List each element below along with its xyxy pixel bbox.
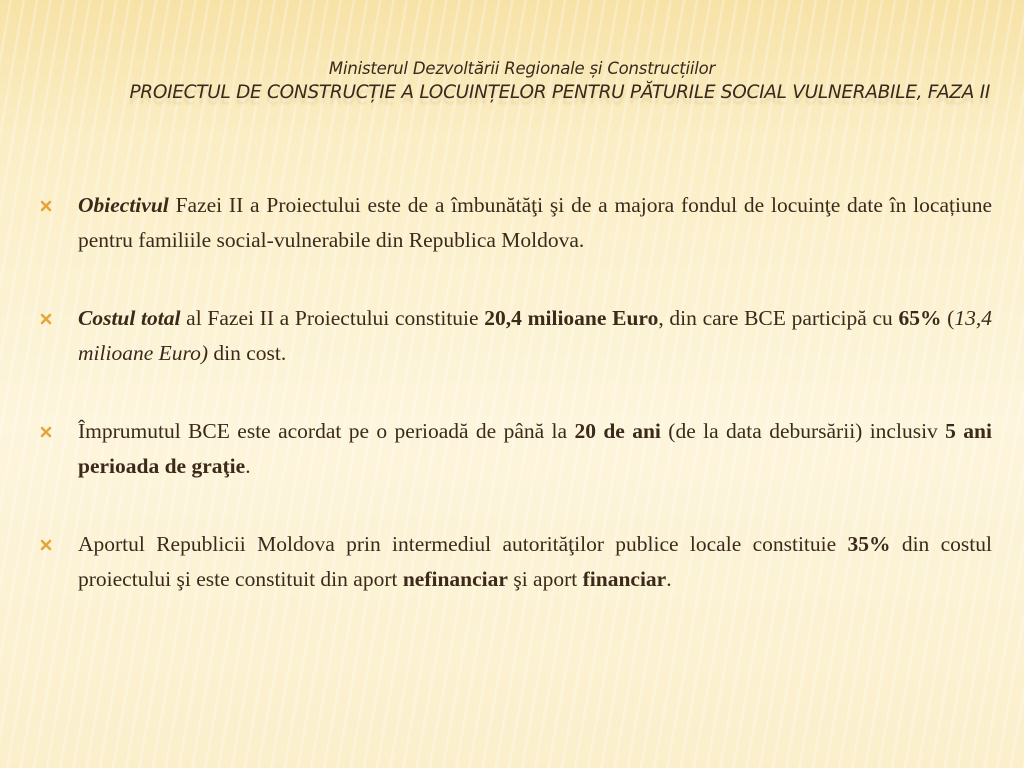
bullet-text: din cost. (207, 340, 287, 365)
bullet-objective (40, 188, 992, 257)
bullet-text: Fazei II a Proiectului este de a îmbunătăţi şi de a majora fondul de locuinţe date în locațiune pentru familiile social-vulnerabile din Republica Moldova. (78, 193, 992, 252)
bullet-loan-term (40, 414, 992, 483)
bullet-text: . (245, 453, 251, 478)
slide-title: PROIECTUL DE CONSTRUCȚIE A LOCUINȚELOR PENTRU PĂTURILE SOCIAL VULNERABILE, FAZA II (129, 82, 990, 103)
bullet-text: al Fazei II a Proiectului constituie (180, 306, 485, 330)
bullet-text: Aportul Republicii Moldova prin intermediul autorităţilor publice locale constituie (78, 532, 848, 556)
bullet-lead: Costul total (78, 306, 181, 330)
bullet-text: ( (941, 306, 955, 330)
ministry-name: Ministerul Dezvoltării Regionale și Construcțiilor (328, 59, 716, 78)
non-financial-label: nefinanciar (402, 566, 508, 591)
bullet-total-cost (40, 301, 992, 370)
contribution-percent: 35% (847, 532, 891, 556)
bullet-text: , din care BCE participă cu (658, 306, 899, 330)
bullet-text: (de la data debursării) inclusiv (660, 419, 946, 443)
x-mark-icon (40, 200, 52, 212)
bullet-list (40, 188, 992, 640)
bullet-text: din costul proiectului şi este constituit din aport (78, 532, 992, 591)
x-mark-icon (40, 539, 52, 551)
grace-period-value: 5 ani perioada de graţie (78, 419, 992, 478)
bce-share-amount: 13,4 milioane Euro) (78, 306, 992, 365)
bullet-text: . (666, 566, 672, 591)
x-mark-icon (40, 313, 52, 325)
bullet-text: şi aport (507, 566, 583, 591)
bullet-lead: Obiectivul (78, 193, 169, 217)
financial-label: financiar (582, 566, 667, 591)
bullet-text: Împrumutul BCE este acordat pe o perioadă de până la (78, 419, 575, 443)
loan-term-value: 20 de ani (574, 419, 661, 443)
slide-header (0, 58, 1024, 106)
x-mark-icon (40, 426, 52, 438)
total-cost-value: 20,4 milioane Euro (484, 306, 659, 330)
bullet-contribution (40, 527, 992, 596)
bce-share-percent: 65% (898, 306, 942, 330)
